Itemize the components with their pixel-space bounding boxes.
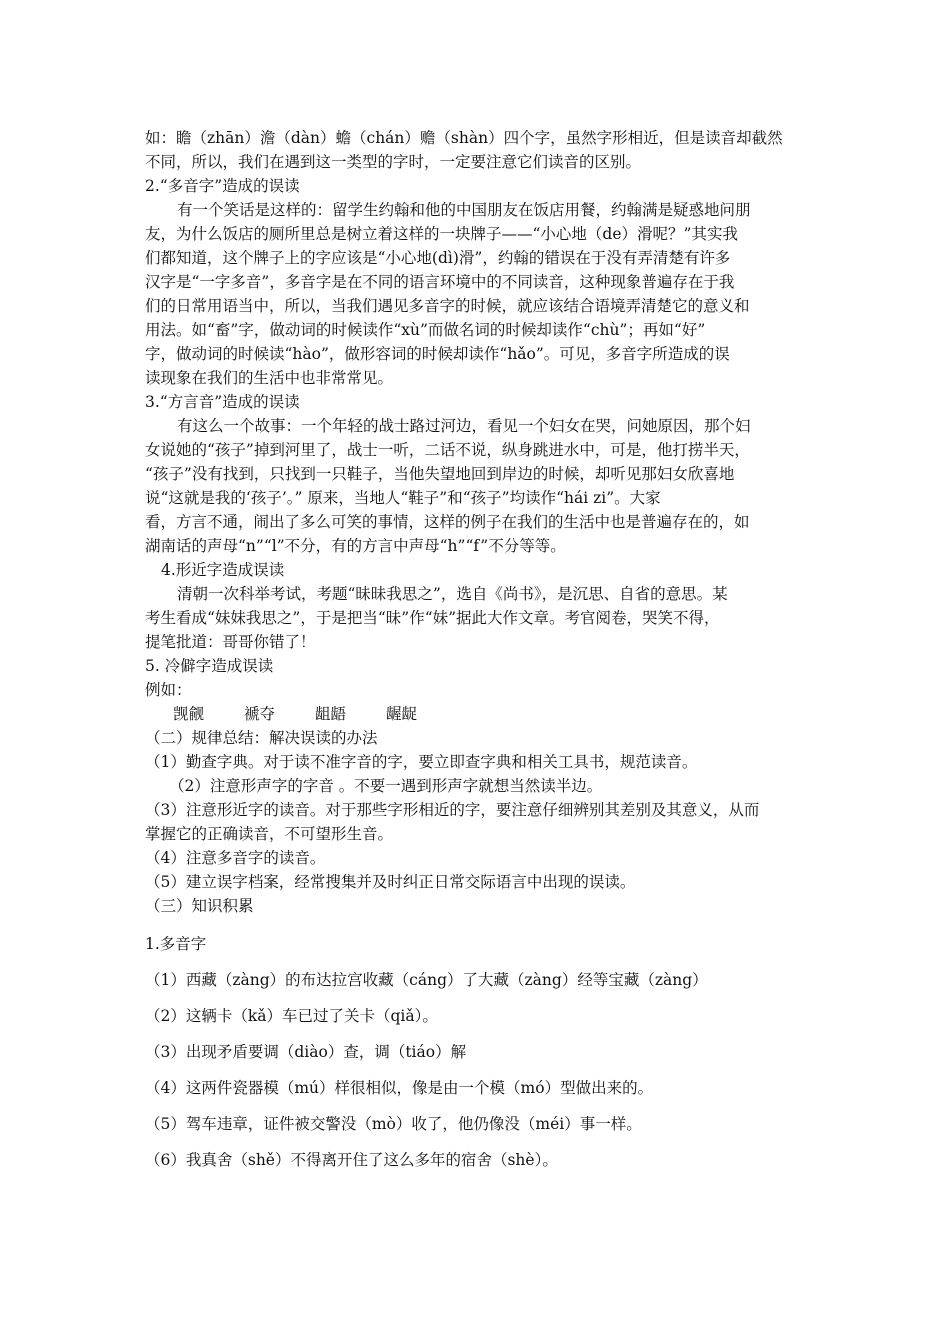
rare-word: 觊觎 xyxy=(173,705,205,723)
paragraph-line: 读现象在我们的生活中也非常常见。 xyxy=(145,369,394,387)
section-heading: （二）规律总结：解决误读的办法 xyxy=(145,729,378,747)
paragraph-line: 清朝一次科举考试，考题“昧昧我思之”，选自《尚书》，是沉思、自省的意思。某 xyxy=(177,585,728,603)
paragraph-line: 掌握它的正确读音，不可望形生音。 xyxy=(145,825,394,843)
section-heading: 5. 冷僻字造成误读 xyxy=(145,657,274,675)
paragraph-line: 湖南话的声母“n”“l”不分，有的方言中声母“h”“f”不分等等。 xyxy=(145,537,566,555)
list-item: （5）建立误字档案，经常搜集并及时纠正日常交际语言中出现的误读。 xyxy=(145,873,636,891)
paragraph-line: 不同，所以，我们在遇到这一类型的字时，一定要注意它们读音的区别。 xyxy=(145,153,642,171)
list-item: （2）这辆卡（kǎ）车已过了关卡（qiǎ）。 xyxy=(145,1007,438,1025)
paragraph-line: 友，为什么饭店的厕所里总是树立着这样的一块牌子——“小心地（de）滑呢？”其实我 xyxy=(145,225,738,243)
paragraph-line: 汉字是“一字多音”，多音字是在不同的语言环境中的不同读音，这种现象普遍存在于我 xyxy=(145,273,735,291)
paragraph-line: 用法。如“畜”字，做动词的时候读作“xù”而做名词的时候却读作“chù”；再如“好” xyxy=(145,321,706,339)
list-item: （5）驾车违章，证件被交警没（mò）收了，他仍像没（méi）事一样。 xyxy=(145,1115,642,1133)
rare-word: 龃龉 xyxy=(315,705,347,723)
document-page xyxy=(145,126,810,1172)
paragraph-line: 们的日常用语当中，所以，当我们遇见多音字的时候，就应该结合语境弄清楚它的意义和 xyxy=(145,297,750,315)
section-heading: （三）知识积累 xyxy=(145,897,254,915)
list-item: （3）出现矛盾要调（diào）查，调（tiáo）解 xyxy=(145,1043,467,1061)
paragraph-line: 女说她的“孩子”掉到河里了，战士一听，二话不说，纵身跳进水中，可是，他打捞半天， xyxy=(145,441,750,459)
rare-word-list xyxy=(145,702,810,726)
paragraph-line: “孩子”没有找到，只找到一只鞋子，当他失望地回到岸边的时候，却听见那妇女欣喜地 xyxy=(145,465,735,483)
paragraph-line: 有一个笑话是这样的：留学生约翰和他的中国朋友在饭店用餐，约翰满是疑惑地问朋 xyxy=(177,201,751,219)
paragraph-line: 们都知道，这个牌子上的字应该是“小心地(dì)滑”，约翰的错误在于没有弄清楚有许多 xyxy=(145,249,731,267)
paragraph-line: 看，方言不通，闹出了多么可笑的事情，这样的例子在我们的生活中也是普遍存在的，如 xyxy=(145,513,750,531)
section-heading: 1.多音字 xyxy=(145,935,207,953)
list-item: （6）我真舍（shě）不得离开住了这么多年的宿舍（shè）。 xyxy=(145,1151,558,1169)
list-item: （4）这两件瓷器模（mú）样很相似，像是由一个模（mó）型做出来的。 xyxy=(145,1079,654,1097)
rare-word: 褫夺 xyxy=(244,705,276,723)
list-item: （2）注意形声字的字音 。不要一遇到形声字就想当然读半边。 xyxy=(169,777,603,795)
section-heading: 3.“方言音”造成的误读 xyxy=(145,393,300,411)
paragraph-line: 提笔批道：哥哥你错了！ xyxy=(145,633,316,651)
paragraph-line: 说“这就是我的‘孩子’。” 原来，当地人“鞋子”和“孩子”均读作“hái zi”。大家 xyxy=(145,489,661,507)
list-item: （4）注意多音字的读音。 xyxy=(145,849,326,867)
section-heading: 4.形近字造成误读 xyxy=(161,561,285,579)
section-heading: 2.“多音字”造成的误读 xyxy=(145,177,300,195)
paragraph-line: 如：瞻（zhān）澹（dàn）蟾（chán）赡（shàn）四个字，虽然字形相近，但是读音却截然 xyxy=(145,129,783,147)
paragraph-line: 字，做动词的时候读“hào”，做形容词的时候却读作“hǎo”。可见，多音字所造成的误 xyxy=(145,345,730,363)
paragraph-line: 考生看成“妹妹我思之”，于是把当“昧”作“妹”据此大作文章。考官阅卷，哭笑不得， xyxy=(145,609,720,627)
list-item: （3）注意形近字的读音。对于那些字形相近的字，要注意仔细辨别其差别及其意义，从而 xyxy=(145,801,760,819)
paragraph-line: 有这么一个故事：一个年轻的战士路过河边，看见一个妇女在哭，问她原因，那个妇 xyxy=(177,417,751,435)
list-item: （1）勤查字典。对于读不准字音的字，要立即查字典和相关工具书，规范读音。 xyxy=(145,753,698,771)
rare-word: 龌龊 xyxy=(386,705,418,723)
list-item: （1）西藏（zàng）的布达拉宫收藏（cáng）了大藏（zàng）经等宝藏（zàng） xyxy=(145,971,708,989)
paragraph-line: 例如： xyxy=(145,681,192,699)
